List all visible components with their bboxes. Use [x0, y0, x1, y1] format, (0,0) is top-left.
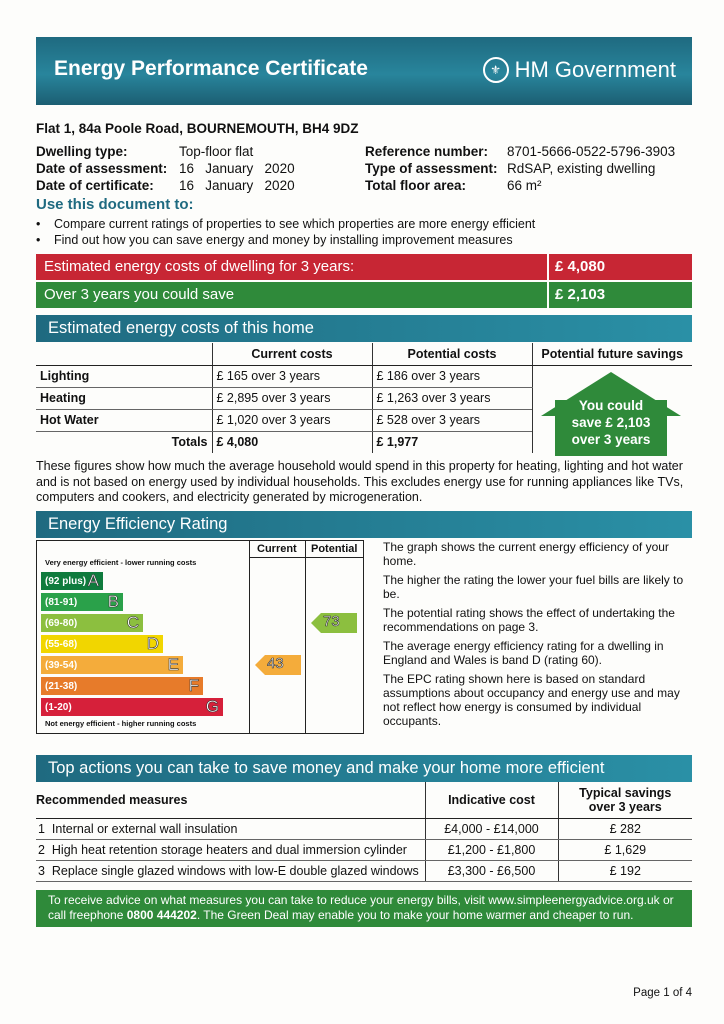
dwelling-type-label: Dwelling type: — [36, 144, 128, 159]
future-savings-header: Potential future savings — [532, 343, 692, 365]
potential-saving-value: £ 2,103 — [549, 282, 692, 308]
current-costs-header: Current costs — [212, 343, 372, 365]
use-bullet: Compare current ratings of properties to see which properties are more energy efficient — [54, 217, 536, 231]
measures-table — [36, 782, 692, 882]
savings-header: Typical savings over 3 years — [558, 782, 692, 818]
band-range: (1-20) — [45, 702, 72, 713]
measure-cell: 3 Replace single glazed windows with low-E double glazed windows — [36, 860, 425, 881]
current-column-header: Current — [257, 543, 297, 555]
potential-saving-bar — [36, 282, 692, 308]
rating-band-d — [41, 635, 163, 653]
rating-section-heading: Energy Efficiency Rating — [36, 511, 692, 538]
rating-paragraph: The graph shows the current energy efficiency of your home. — [383, 540, 669, 568]
savings-arrow-text: You could save £ 2,103 over 3 years — [571, 398, 651, 447]
cost-potential: £ 186 over 3 years — [372, 365, 532, 387]
page-number: Page 1 of 4 — [633, 987, 692, 999]
efficient-caption: Very energy efficient - lower running costs — [45, 558, 197, 567]
band-letter: C — [126, 613, 139, 632]
actions-section-heading: Top actions you can take to save money and make your home more efficient — [36, 755, 692, 782]
rating-band-e — [41, 656, 183, 674]
band-letter: B — [107, 592, 119, 611]
energy-rating-chart — [36, 540, 364, 734]
assessment-date-value: 16 January 2020 — [179, 161, 295, 176]
hm-government-text: HM Government — [514, 57, 676, 82]
table-row — [36, 818, 692, 839]
totals-label: Totals — [171, 435, 208, 450]
rating-band-b — [41, 593, 123, 611]
measure-cost: £3,300 - £6,500 — [425, 860, 558, 881]
property-address: Flat 1, 84a Poole Road, BOURNEMOUTH, BH4 9DZ — [36, 121, 359, 136]
band-range: (55-68) — [45, 639, 78, 650]
potential-costs-header: Potential costs — [372, 343, 532, 365]
table-row — [36, 839, 692, 860]
certificate-date-label: Date of certificate: — [36, 178, 154, 193]
band-letter: D — [146, 634, 159, 653]
floor-area-value: 66 m² — [507, 178, 542, 193]
estimated-costs-value: £ 4,080 — [549, 254, 692, 280]
estimated-costs-bar — [36, 254, 692, 280]
advice-footer: To receive advice on what measures you can take to reduce your energy bills, visit www.simpleenergyadvice.org.uk or call freephone 0800 444202. The Green Deal may enable you to make your home warmer and cheaper to run. — [36, 890, 692, 927]
estimated-costs-label: Estimated energy costs of dwelling for 3 years: — [36, 254, 547, 280]
table-row — [36, 860, 692, 881]
potential-rating-pointer: 73 — [311, 613, 357, 633]
band-range: (92 plus) — [45, 576, 87, 587]
cost-current: £ 2,895 over 3 years — [212, 387, 372, 409]
rating-band-f — [41, 677, 203, 695]
band-range: (21-38) — [45, 681, 78, 692]
bullet-icon: • — [36, 233, 41, 247]
certificate-title: Energy Performance Certificate — [54, 57, 368, 80]
potential-column-header: Potential — [311, 543, 358, 555]
measure-cell: 1 Internal or external wall insulation — [36, 818, 425, 839]
band-letter: E — [167, 655, 179, 674]
measures-header: Recommended measures — [36, 782, 425, 818]
total-potential: £ 1,977 — [372, 431, 532, 453]
cost-current: £ 1,020 over 3 years — [212, 409, 372, 431]
rating-explanation — [383, 540, 693, 733]
rating-band-g — [41, 698, 223, 716]
costs-section-heading: Estimated energy costs of this home — [36, 315, 692, 342]
savings-arrow — [541, 372, 681, 456]
cost-potential: £ 1,263 over 3 years — [372, 387, 532, 409]
rating-paragraph: The EPC rating shown here is based on standard assumptions about occupancy and energy use and may not reflect how energy is consumed by individual occupants. — [383, 672, 680, 728]
measure-cost: £1,200 - £1,800 — [425, 839, 558, 860]
cost-header: Indicative cost — [425, 782, 558, 818]
certificate-date-value: 16 January 2020 — [179, 178, 295, 193]
total-current: £ 4,080 — [212, 431, 372, 453]
reference-value: 8701-5666-0522-5796-3903 — [507, 144, 676, 159]
band-range: (69-80) — [45, 618, 78, 629]
measure-cell: 2 High heat retention storage heaters and dual immersion cylinder — [36, 839, 425, 860]
rating-band-a — [41, 572, 103, 590]
cost-row-label: Heating — [36, 387, 212, 409]
current-rating-pointer: 43 — [255, 655, 301, 675]
assessment-type-value: RdSAP, existing dwelling — [507, 161, 656, 176]
band-letter: G — [205, 697, 219, 716]
rating-paragraph: The higher the rating the lower your fuel bills are likely to be. — [383, 573, 684, 601]
band-range: (81-91) — [45, 597, 78, 608]
band-letter: F — [188, 676, 199, 695]
details-right — [365, 143, 675, 194]
band-letter: A — [87, 571, 99, 590]
measure-cost: £4,000 - £14,000 — [425, 818, 558, 839]
cost-potential: £ 528 over 3 years — [372, 409, 532, 431]
cost-row-label: Hot Water — [36, 409, 212, 431]
hm-government-logo — [483, 57, 676, 83]
rating-paragraph: The average energy efficiency rating for a dwelling in England and Wales is band D (rating 60). — [383, 639, 664, 667]
measure-saving: £ 192 — [558, 860, 692, 881]
inefficient-caption: Not energy efficient - higher running costs — [45, 719, 197, 728]
assessment-date-label: Date of assessment: — [36, 161, 168, 176]
cost-current: £ 165 over 3 years — [212, 365, 372, 387]
dwelling-type-value: Top-floor flat — [179, 144, 254, 159]
measure-saving: £ 282 — [558, 818, 692, 839]
rating-band-c — [41, 614, 143, 632]
costs-note: These figures show how much the average household would spend in this property for heating, lighting and hot water and is not based on energy used by individual households. This excludes energy use for running appliances like TVs, computers and cookers, and electricity generated by microgeneration. — [36, 459, 684, 504]
floor-area-label: Total floor area: — [365, 178, 467, 193]
bullet-icon: • — [36, 217, 41, 231]
measure-saving: £ 1,629 — [558, 839, 692, 860]
assessment-type-label: Type of assessment: — [365, 161, 498, 176]
certificate-header — [36, 37, 692, 105]
reference-label: Reference number: — [365, 144, 489, 159]
potential-saving-label: Over 3 years you could save — [36, 282, 547, 308]
details-left — [36, 143, 295, 194]
use-document-list — [36, 216, 535, 248]
use-document-heading: Use this document to: — [36, 196, 194, 213]
cost-row-label: Lighting — [36, 365, 212, 387]
rating-paragraph: The potential rating shows the effect of undertaking the recommendations on page 3. — [383, 606, 675, 634]
use-bullet: Find out how you can save energy and money by installing improvement measures — [54, 233, 513, 247]
band-range: (39-54) — [45, 660, 78, 671]
royal-crest-icon: ⚜ — [483, 57, 509, 83]
freephone-number: 0800 444202 — [126, 908, 197, 922]
